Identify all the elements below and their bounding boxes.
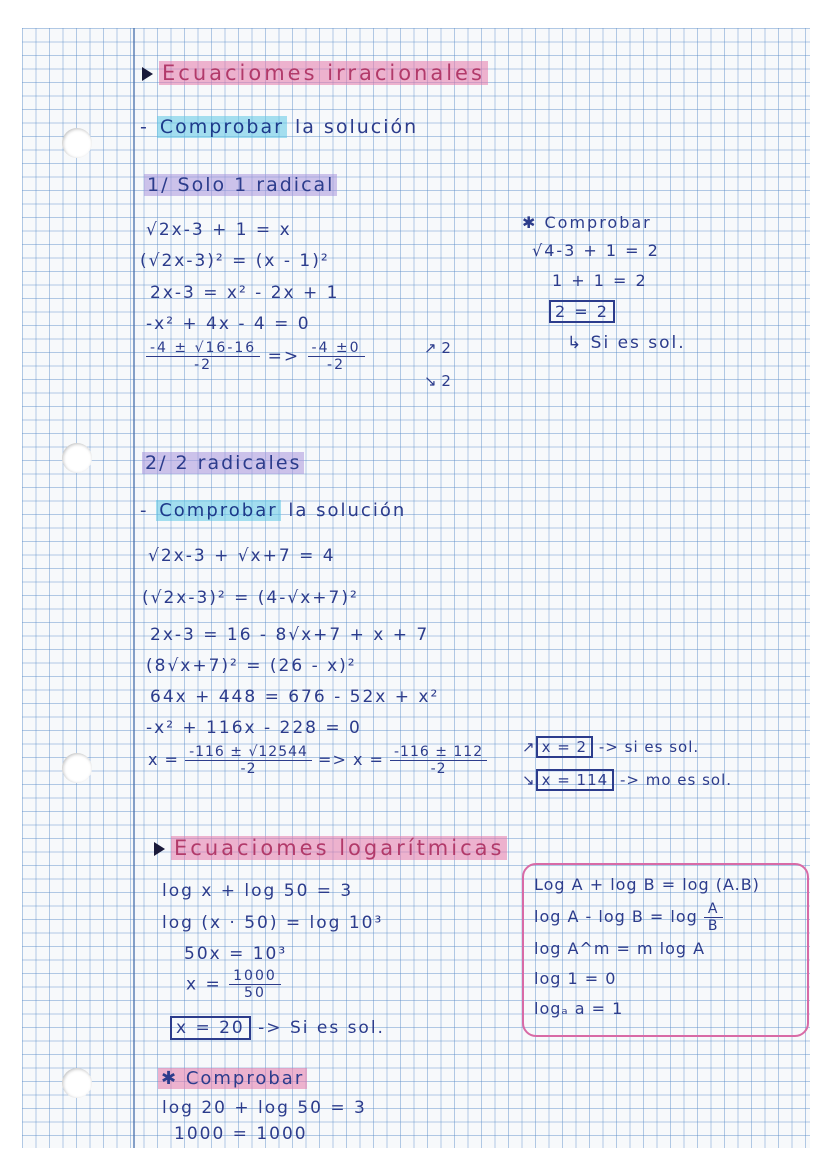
intro-line: - Comprobar la solución bbox=[140, 116, 419, 138]
fraction: $\frac{-4 \pm √16-16}{-2}$ bbox=[146, 340, 260, 373]
equation-line: log (x · 50) = log 10³ bbox=[162, 913, 384, 933]
quadratic-formula-line: $\frac{-4 \pm √16-16}{-2}$ => $\frac{-4 \pm 0}{-2}$ bbox=[146, 340, 365, 373]
equation-line: 64x + 448 = 676 - 52x + x² bbox=[150, 687, 440, 707]
equation-line: √2x-3 + 1 = x bbox=[146, 220, 292, 240]
triangle-bullet-icon bbox=[142, 67, 153, 81]
triangle-bullet-icon bbox=[154, 842, 165, 856]
section-title-logaritmicas: Ecuaciomes logarítmicas bbox=[154, 836, 507, 860]
log-rules-box bbox=[522, 863, 809, 1037]
check-result: 2 = 2 bbox=[549, 302, 615, 321]
equation-line: √2x-3 + √x+7 = 4 bbox=[148, 546, 336, 566]
equation-line: x = $\frac{1000}{50}$ bbox=[186, 968, 281, 1001]
fraction: $\frac{A}{B}$ bbox=[704, 901, 723, 934]
check-line: 1000 = 1000 bbox=[174, 1124, 308, 1144]
equation-line: 2x-3 = 16 - 8√x+7 + x + 7 bbox=[150, 625, 430, 645]
fraction: $\frac{-116 \pm 112}{-2}$ bbox=[390, 744, 487, 777]
solution-line: ↗ x = 2 -> si es sol. bbox=[522, 738, 700, 756]
equation-line: 2x-3 = x² - 2x + 1 bbox=[150, 283, 340, 303]
section-title-irracionales: Ecuaciomes irracionales bbox=[142, 61, 488, 85]
equation-line: (8√x+7)² = (26 - x)² bbox=[146, 656, 357, 676]
result-line: x = 20 -> Si es sol. bbox=[170, 1018, 385, 1038]
branch-arrow-up-icon: ↗ 2 bbox=[424, 339, 451, 357]
branch-arrow-down-icon: ↘ 2 bbox=[424, 372, 451, 390]
equation-line: log x + log 50 = 3 bbox=[162, 881, 354, 901]
rule-line: log A - log B = log $\frac{A}{B}$ bbox=[534, 901, 723, 934]
margin-line bbox=[133, 28, 135, 1148]
fraction: $\frac{-4 \pm 0}{-2}$ bbox=[308, 340, 365, 373]
punch-hole bbox=[62, 443, 92, 473]
equation-line: (√2x-3)² = (4-√x+7)² bbox=[142, 588, 359, 608]
rule-line: log 1 = 0 bbox=[534, 969, 617, 988]
rule-line: log A^m = m log A bbox=[534, 939, 706, 958]
quadratic-formula-line: x = $\frac{-116 \pm √12544}{-2}$ => x = $\frac{-116 \pm 112}{-2}$ bbox=[148, 744, 487, 777]
check-title: ✱ Comprobar bbox=[522, 213, 652, 232]
rule-line: Log A + log B = log (A.B) bbox=[534, 875, 760, 894]
punch-hole bbox=[62, 128, 92, 158]
notebook-page bbox=[22, 28, 810, 1148]
equation-line: -x² + 4x - 4 = 0 bbox=[146, 314, 311, 334]
check-line: √4-3 + 1 = 2 bbox=[532, 241, 660, 260]
rule-line: logₐ a = 1 bbox=[534, 999, 624, 1018]
solution-line: ↘ x = 114 -> mo es sol. bbox=[522, 771, 733, 789]
check-note: ↳ Si es sol. bbox=[567, 333, 686, 353]
subsection-title-1: 1/ Solo 1 radical bbox=[144, 174, 337, 196]
punch-hole bbox=[62, 1068, 92, 1098]
check-line: 1 + 1 = 2 bbox=[552, 271, 648, 290]
fraction: $\frac{1000}{50}$ bbox=[229, 968, 281, 1001]
intro-line: - Comprobar la solución bbox=[140, 500, 407, 521]
equation-line: (√2x-3)² = (x - 1)² bbox=[140, 251, 330, 271]
check-line: log 20 + log 50 = 3 bbox=[162, 1098, 367, 1118]
fraction: $\frac{-116 \pm √12544}{-2}$ bbox=[185, 744, 312, 777]
equation-line: -x² + 116x - 228 = 0 bbox=[146, 718, 362, 738]
equation-line: 50x = 10³ bbox=[184, 944, 288, 964]
check-title: ✱ Comprobar bbox=[158, 1068, 307, 1089]
punch-hole bbox=[62, 753, 92, 783]
subsection-title-2: 2/ 2 radicales bbox=[142, 452, 304, 474]
